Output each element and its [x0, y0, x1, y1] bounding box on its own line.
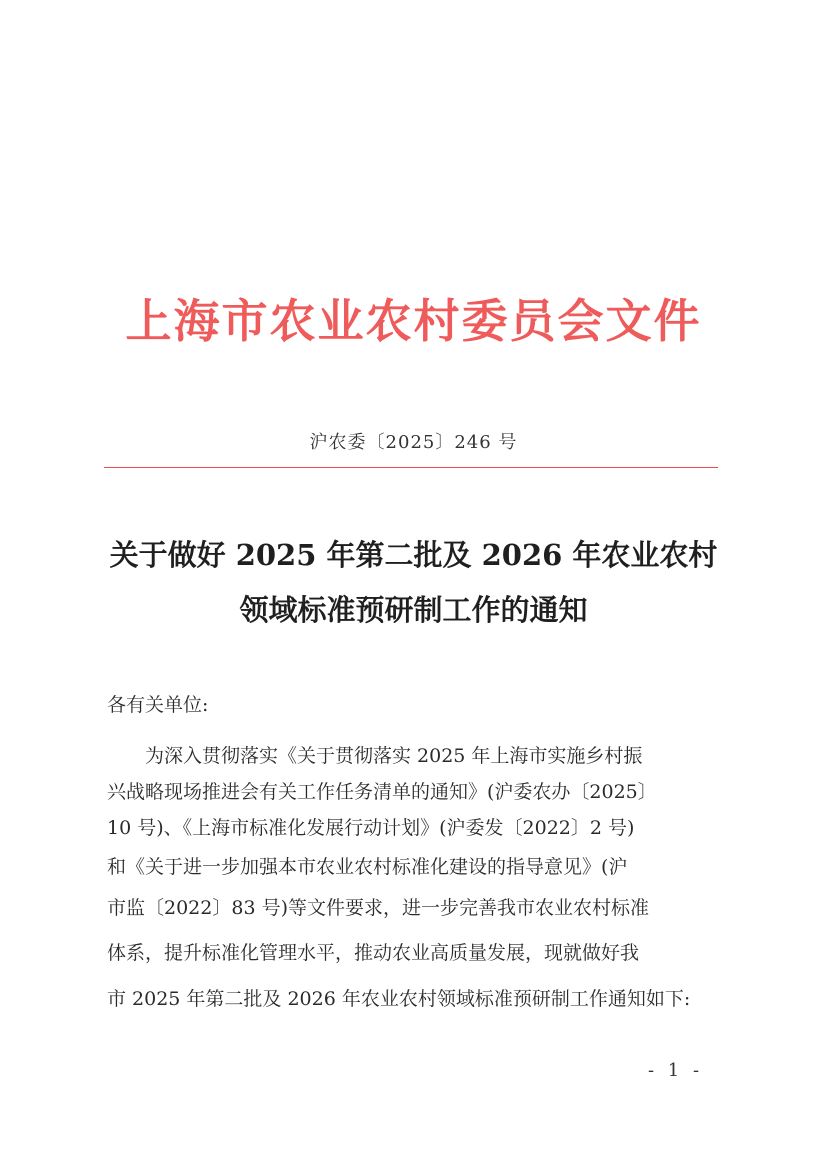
body-text-line: 为深入贯彻落实《关于贯彻落实 2025 年上海市实施乡村振	[145, 745, 643, 767]
salutation: 各有关单位:	[107, 694, 209, 716]
page-number: - 1 -	[648, 1060, 704, 1081]
body-text-line: 市 2025 年第二批及 2026 年农业农村领域标准预研制工作通知如下:	[107, 988, 691, 1010]
body-text-line: 和《关于进一步加强本市农业农村标准化建设的指导意见》(沪	[107, 856, 628, 878]
body-text-line: 市监〔2022〕83 号)等文件要求，进一步完善我市农业农村标准	[107, 897, 649, 919]
document-number: 沪农委〔2025〕246 号	[309, 432, 518, 453]
body-text-line: 10 号)、《上海市标准化发展行动计划》(沪委发〔2022〕2 号)	[107, 817, 635, 839]
red-separator-line	[104, 467, 718, 468]
masthead-title: 上海市农业农村委员会文件	[125, 294, 702, 348]
body-text-line: 兴战略现场推进会有关工作任务清单的通知》(沪委农办〔2025〕	[107, 781, 657, 803]
notice-title-line-2: 领域标准预研制工作的通知	[239, 593, 588, 627]
body-text-line: 体系，提升标准化管理水平，推动农业高质量发展，现就做好我	[107, 942, 640, 964]
notice-title-line-1: 关于做好 2025 年第二批及 2026 年农业农村	[109, 538, 718, 572]
